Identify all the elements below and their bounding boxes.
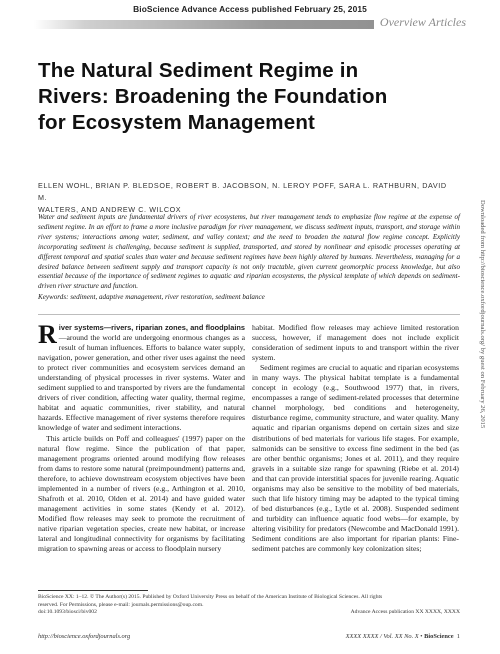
body-column-right (252, 323, 459, 554)
article-title (38, 58, 428, 136)
publication-id: Advance Access publication XX XXXX, XXXX (350, 609, 460, 616)
drop-cap: R (38, 320, 57, 349)
author-line: ELLEN WOHL, BRIAN P. BLEDSOE, ROBERT B. JACOBSON, N. LEROY POFF, SARA L. RATHBURN, DAVID M. (38, 181, 447, 202)
download-watermark-text: Downloaded from http://bioscience.oxfordjournals.org/ by guest on February 26, 2015 (479, 200, 486, 429)
abstract-divider (38, 314, 460, 315)
abstract: Water and sediment inputs are fundamental drivers of river ecosystems, but river management tends to emphasize flow regime at the expense of sediment regime. In an effort to frame a more inclusive paradigm for river management, we discuss sediment inputs, transport, and storage within river systems; interactions among water, sediment, and valley context; and the need to broaden the natural flow regime concept. Explicitly incorporating sediment is challenging, because sediment is supplied, transported, and stored by nonlinear and episodic processes operating at different temporal and spatial scales than water and because sediment regimes have been highly altered by humans. Nevertheless, managing for a desired balance between sediment supply and transport capacity is not only tractable, given current geomorphic process knowledge, but also essential because of the importance of sediment regimes to aquatic and riparian ecosystems, the physical template of which depends on sediment-driven river structure and function. (38, 213, 460, 291)
title-line: for Ecosystem Management (38, 111, 316, 134)
bullet-separator: • (418, 633, 425, 640)
doi-text: doi:10.1093/biosci/biv002 (38, 609, 97, 616)
body-paragraph: habitat. Modified flow releases may achieve limited restoration success, however, if management does not include explicit consideration of sediment inputs to and transport within the river system. (252, 323, 459, 363)
title-line: The Natural Sediment Regime in (38, 59, 359, 82)
body-paragraph: This article builds on Poff and colleagues' (1997) paper on the natural flow regime. Since the publication of that paper, management programs oriented around modifying flow releases from dams to restore some natural (preimpoundment) patterns and, therefore, to achieve downstream ecosystem objectives have been implemented in a number of rivers (e.g., Arthington et al. 2010, Shafroth et al. 2010, Olden et al. 2014) and have guided water management activities in some states (Kendy et al. 2012). Modified flow releases may seek to promote the recruitment of native riparian vegetation species, create new habitat, or increase lateral and longitudinal connectivity for organisms by facilitating migration to spawning areas or access to floodplain nursery (38, 433, 245, 554)
download-watermark (478, 200, 494, 620)
advance-access-banner: BioScience Advance Access published February 25, 2015 (133, 4, 367, 14)
copyright-footnote (38, 594, 460, 617)
page-meta (346, 633, 460, 640)
title-line: Rivers: Broadening the Foundation (38, 85, 388, 108)
volume-info: XXXX XXXX / Vol. XX No. X (345, 633, 419, 640)
permissions-line (38, 602, 460, 610)
body-paragraph (38, 320, 245, 434)
author-list (38, 180, 448, 216)
journal-url-link[interactable]: http://bioscience.oxfordjournals.org (38, 633, 131, 640)
journal-name: BioScience (424, 633, 454, 640)
body-paragraph: Sediment regimes are crucial to aquatic and riparian ecosystems in many ways. The physical habitat template is a fundamental concept in ecology (e.g., Southwood 1977) that, in rivers, encompasses a range of sediment-related processes that determine channel morphology, bed conditions and heterogeneity, disturbance regime, community structure, and water quality. Many aquatic and riparian organisms depend on certain sizes and size distributions of bed materials for various life stages. For example, salmonids can be sensitive to excess fine sediment in the bed (as are other benthic organisms; Jones et al. 2011), and they require gravels in a suitable size range for spawning (Riebe et al. 2014) and that can provide interstitial spaces for juvenile rearing. Aquatic organisms may also be sensitive to the mobility of bed materials, such that life history timing may be adapted to the typical timing of bed disturbances (e.g., Lytle et al. 2008). Suspended sediment and turbidity can influence aquatic food webs—for example, by altering visibility for predators (Newcombe and MacDonald 1991). Sediment conditions are also important for riparian plants: Fine-sediment patches are commonly key colonization sites; (252, 363, 459, 554)
section-label: Overview Articles (374, 15, 466, 30)
footnote-divider (38, 590, 148, 591)
permissions-text: reserved. For Permissions, please e-mail: journals.permissions@oup.com. (38, 601, 204, 608)
lead-in-text: iver systems—rivers, riparian zones, and floodplains (58, 323, 245, 332)
keywords: Keywords: sediment, adaptive management, river restoration, sediment balance (38, 293, 265, 301)
body-column-left (38, 320, 245, 554)
page-number: 1 (456, 633, 460, 640)
copyright-line: BioScience XX: 1–12. © The Author(s) 2015. Published by Oxford University Press on behalf of the American Institute of Biological Sciences. All rights (38, 594, 383, 600)
author-line: WALTERS, AND ANDREW C. WILCOX (38, 205, 182, 214)
paragraph-text: —around the world are undergoing enormous changes as a result of human influences. Efforts to balance water supply, navigation, power generation, and other river uses against the need to protect river communities and ecosystem services demand an understanding of physical processes in river systems. Water and sediment supplied to and transported by rivers are the fundamental drivers of river condition, affecting water quality, thermal regime, habitat and aquatic communities, river stability, and natural hazards. Effective management of river systems therefore requires knowledge of water and sediment interactions. (38, 333, 245, 433)
doi-line (38, 609, 460, 617)
